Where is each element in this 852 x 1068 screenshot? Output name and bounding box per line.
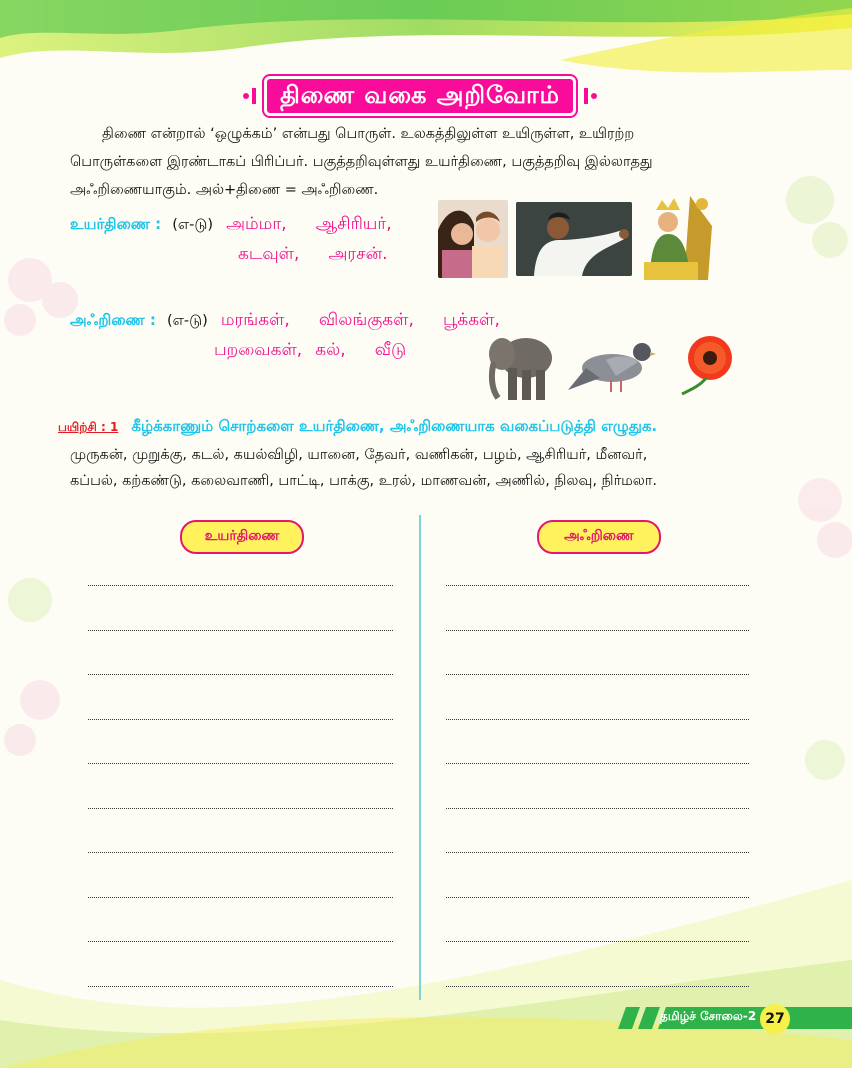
ahrinai-answer-line[interactable] xyxy=(446,585,749,586)
intro-line-3: அஃறிணையாகும். அல்+திணை = அஃறிணை. xyxy=(70,182,379,198)
uyarthinai-answer-line[interactable] xyxy=(88,941,393,942)
uyarthinai-answer-line[interactable] xyxy=(88,630,393,631)
book-title: தமிழ்ச் சோலை-2 xyxy=(660,1009,757,1023)
word-list-line-1: முருகன், முறுக்கு, கடல், கயல்விழி, யானை, தேவர், வணிகன், பழம், ஆசிரியர், மீனவர், xyxy=(70,447,648,463)
pigeon-image xyxy=(566,332,656,396)
ahrinai-answer-line[interactable] xyxy=(446,630,749,631)
exercise-instruction: கீழ்க்காணும் சொற்களை உயர்திணை, அஃறிணையாக வகைப்படுத்தி எழுதுக. xyxy=(131,417,658,435)
exercise-heading xyxy=(58,416,657,437)
teacher-image xyxy=(516,202,632,276)
uyarthinai-answer-line[interactable] xyxy=(88,763,393,764)
ahrinai-label: அஃறிணை : xyxy=(70,311,156,329)
ahrinai-column-heading: அஃறிணை xyxy=(537,520,661,554)
example-word: பூக்கள், xyxy=(443,310,500,330)
example-word: பறவைகள், xyxy=(214,340,303,360)
ahrinai-answer-line[interactable] xyxy=(446,986,749,987)
uyarthinai-row-2 xyxy=(238,244,388,266)
king-image xyxy=(640,196,718,280)
uyarthinai-answer-line[interactable] xyxy=(88,808,393,809)
example-marker: (எ-டு) xyxy=(166,313,208,329)
uyarthinai-label: உயர்திணை : xyxy=(70,215,162,233)
ahrinai-answer-line[interactable] xyxy=(446,674,749,675)
uyarthinai-answer-line[interactable] xyxy=(88,852,393,853)
example-word: விலங்குகள், xyxy=(318,310,414,330)
example-word: அம்மா, xyxy=(226,214,287,234)
mother-child-image xyxy=(438,200,508,278)
intro-line-2: பொருள்களை இரண்டாகப் பிரிப்பர். பகுத்தறிவுள்ளது உயர்திணை, பகுத்தறிவு இல்லாதது xyxy=(70,154,653,170)
ahrinai-row-2 xyxy=(214,340,406,362)
flower-image xyxy=(676,330,740,396)
ahrinai-row xyxy=(70,310,500,332)
example-word: அரசன். xyxy=(328,244,388,264)
ahrinai-answer-line[interactable] xyxy=(446,941,749,942)
uyarthinai-column-heading: உயர்திணை xyxy=(180,520,304,554)
page-title: திணை வகை அறிவோம் xyxy=(280,80,560,109)
exercise-label: பயிற்சி : 1 xyxy=(58,420,119,434)
uyarthinai-answer-line[interactable] xyxy=(88,674,393,675)
uyarthinai-answer-line[interactable] xyxy=(88,719,393,720)
exercise-word-list xyxy=(70,442,800,494)
intro-line-1: திணை என்றால் ‘ஒழுக்கம்’ என்பது பொருள். உலகத்திலுள்ள உயிருள்ள, உயிரற்ற xyxy=(102,126,635,142)
ahrinai-answer-line[interactable] xyxy=(446,852,749,853)
elephant-image xyxy=(488,328,558,404)
intro-paragraph xyxy=(70,120,790,204)
uyarthinai-answer-line[interactable] xyxy=(88,986,393,987)
uyarthinai-row xyxy=(70,214,392,236)
page-number: 27 xyxy=(760,1004,790,1034)
uyarthinai-answer-line[interactable] xyxy=(88,585,393,586)
ahrinai-answer-line[interactable] xyxy=(446,763,749,764)
word-list-line-2: கப்பல், கற்கண்டு, கலைவாணி, பாட்டி, பாக்கு, உரல், மாணவன், அணில், நிலவு, நிர்மலா. xyxy=(70,473,658,489)
ahrinai-answer-line[interactable] xyxy=(446,897,749,898)
ahrinai-answer-line[interactable] xyxy=(446,719,749,720)
uyarthinai-answer-line[interactable] xyxy=(88,897,393,898)
title-ornament-icon xyxy=(580,86,598,106)
example-word: கல், xyxy=(315,340,346,360)
example-word: கடவுள், xyxy=(238,244,300,264)
title-ornament-icon xyxy=(242,86,260,106)
example-word: ஆசிரியர், xyxy=(315,214,392,234)
example-marker: (எ-டு) xyxy=(172,217,214,233)
example-word: மரங்கள், xyxy=(220,310,290,330)
example-word: வீடு xyxy=(374,340,407,360)
column-divider xyxy=(419,515,421,1000)
title-banner xyxy=(242,76,598,116)
ahrinai-answer-line[interactable] xyxy=(446,808,749,809)
